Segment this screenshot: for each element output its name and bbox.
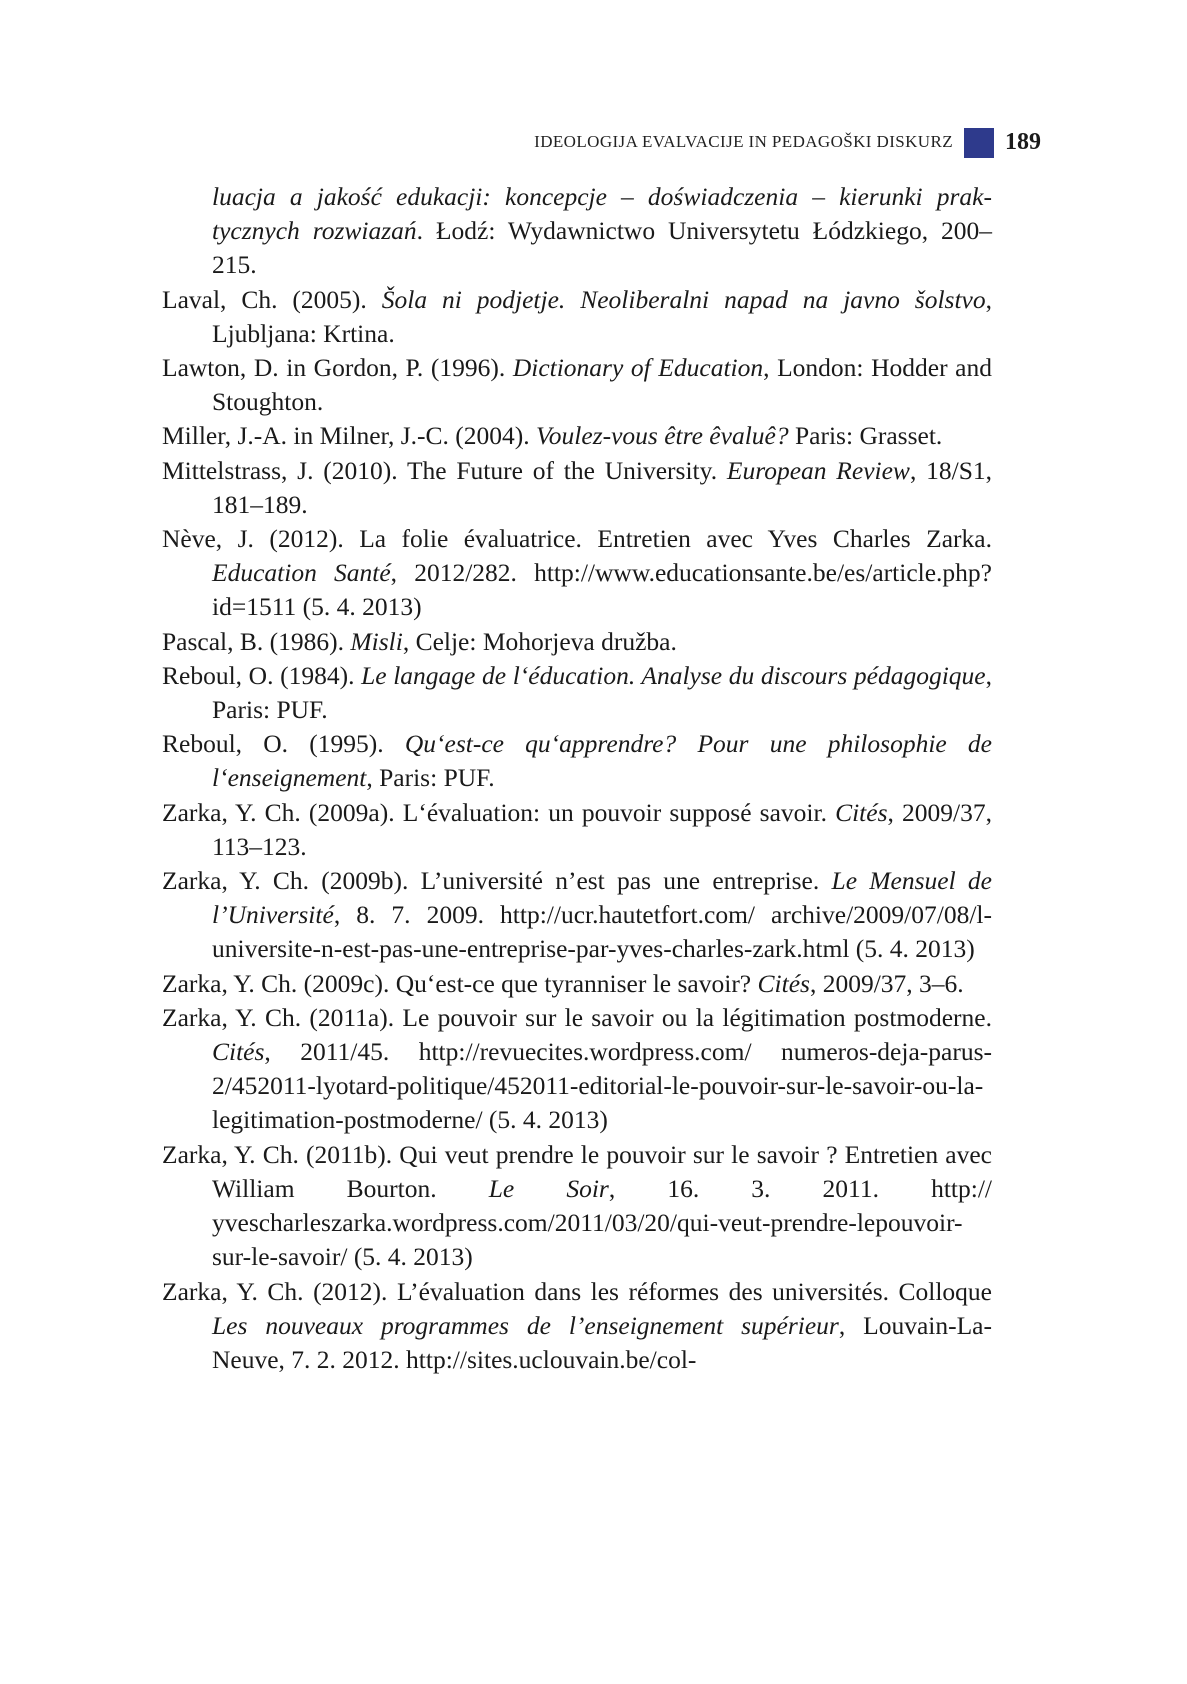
- reference-entry: [162, 1138, 992, 1275]
- reference-title: Cités: [212, 1037, 265, 1067]
- reference-title: Dictionary of Education: [512, 353, 764, 383]
- reference-entry: [162, 419, 992, 453]
- reference-text: , 2009/37, 113–123.: [212, 797, 992, 861]
- reference-text: Miller, J.-A. in Milner, J.-C. (2004).: [162, 421, 537, 451]
- reference-entry: [162, 351, 992, 419]
- reference-entry: [162, 625, 992, 659]
- reference-text: Paris: Grasset.: [788, 421, 943, 451]
- reference-title: Le langage de l‘éducation. Analyse du discours pédagogique: [361, 660, 986, 690]
- reference-text: Nève, J. (2012). La folie évaluatrice. Entretien avec Yves Charles Zarka.: [162, 524, 992, 554]
- reference-text: Mittelstrass, J. (2010). The Future of the University.: [162, 455, 727, 485]
- reference-entry: [162, 659, 992, 727]
- reference-text: Zarka, Y. Ch. (2011b). Qui veut prendre le pouvoir sur le savoir ? Entretien avec William Bourton.: [162, 1139, 992, 1203]
- reference-entry: [162, 1275, 992, 1378]
- reference-text: , 2009/37, 3–6.: [809, 968, 964, 998]
- running-head-title: IDEOLOGIJA EVALVACIJE IN PEDAGOŠKI DISKURZ: [534, 132, 953, 151]
- reference-text: , Ljubljana: Krtina.: [212, 284, 992, 348]
- reference-entry: [162, 864, 992, 967]
- reference-title: European Review: [726, 455, 910, 485]
- reference-text: Reboul, O. (1995).: [162, 729, 405, 759]
- reference-title: Education Santé: [212, 558, 391, 588]
- reference-title: Cités: [757, 968, 810, 998]
- reference-title: Le Mensuel de l’Université: [212, 866, 992, 930]
- reference-title: Qu‘est-ce qu‘apprendre? Pour une philosophie de l‘enseignement: [212, 729, 993, 793]
- reference-entry: [162, 283, 992, 351]
- running-header: [0, 128, 1187, 162]
- reference-text: , Celje: Mohorjeva družba.: [402, 626, 677, 656]
- reference-text: , 16. 3. 2011. http:// yvescharleszarka.wordpress.com/2011/03/20/qui-veut-prendre-lepouvoir-sur-le-savoir/ (5. 4. 2013): [212, 1173, 992, 1272]
- reference-text: Zarka, Y. Ch. (2011a). Le pouvoir sur le savoir ou la légitimation postmoderne.: [162, 1002, 992, 1032]
- reference-title: Cités: [835, 797, 888, 827]
- reference-text: , 2012/282. http://www.educationsante.be/es/article.php?id=1511 (5. 4. 2013): [212, 558, 992, 622]
- reference-text: , Louvain-La-Neuve, 7. 2. 2012. http://sites.uclouvain.be/col-: [212, 1310, 992, 1374]
- reference-entry: [162, 796, 992, 864]
- reference-title: Voulez-vous être êvaluê?: [536, 421, 789, 451]
- reference-title: Šola ni podjetje. Neoliberalni napad na javno šolstvo: [381, 284, 986, 314]
- reference-list: [162, 180, 992, 1377]
- reference-entry: [162, 1001, 992, 1138]
- reference-title: Les nouveaux programmes de l’enseignement supérieur: [212, 1310, 839, 1340]
- reference-text: , Paris: PUF.: [366, 763, 495, 793]
- reference-text: Zarka, Y. Ch. (2012). L’évaluation dans les réformes des universités. Colloque: [162, 1276, 992, 1306]
- reference-entry: [162, 454, 992, 522]
- reference-entry: [162, 967, 992, 1001]
- reference-title: luacja a jakość edukacji: koncepcje – doświadczenia – kierunki praktycznych rozwiazań: [212, 182, 992, 246]
- reference-text: Zarka, Y. Ch. (2009c). Qu‘est-ce que tyranniser le savoir?: [162, 968, 758, 998]
- reference-text: Zarka, Y. Ch. (2009b). L’université n’est pas une entreprise.: [162, 866, 832, 896]
- page-number: 189: [1005, 129, 1041, 155]
- reference-continuation: [162, 180, 992, 283]
- header-square-mark: [964, 128, 994, 158]
- reference-text: Laval, Ch. (2005).: [162, 284, 382, 314]
- reference-text: , 2011/45. http://revuecites.wordpress.com/ numeros-deja-parus-2/452011-lyotard-politique/452011-editorial-le-pouvoir-sur-le-savoir-ou-la-legitimation-postmoderne/ (5. 4. 2013): [212, 1037, 992, 1135]
- reference-text: Lawton, D. in Gordon, P. (1996).: [162, 353, 513, 383]
- reference-title: Le Soir: [488, 1173, 609, 1203]
- reference-text: Reboul, O. (1984).: [162, 660, 362, 690]
- reference-title: Misli: [350, 626, 403, 656]
- reference-text: , Paris: PUF.: [212, 660, 992, 725]
- reference-text: , 8. 7. 2009. http://ucr.hautetfort.com/ archive/2009/07/08/l-universite-n-est-pas-une-entreprise-par-yves-charles-zark.html (5. 4. 2013): [212, 900, 992, 964]
- reference-entry: [162, 727, 992, 795]
- reference-text: . Łodź: Wydawnictwo Universytetu Łódzkiego, 200–215.: [212, 216, 992, 280]
- reference-text: , 18/S1, 181–189.: [212, 455, 992, 519]
- reference-entry: [162, 522, 992, 625]
- reference-text: , London: Hodder and Stoughton.: [212, 353, 992, 417]
- reference-text: Zarka, Y. Ch. (2009a). L‘évaluation: un pouvoir supposé savoir.: [162, 797, 836, 827]
- reference-text: Pascal, B. (1986).: [162, 626, 351, 656]
